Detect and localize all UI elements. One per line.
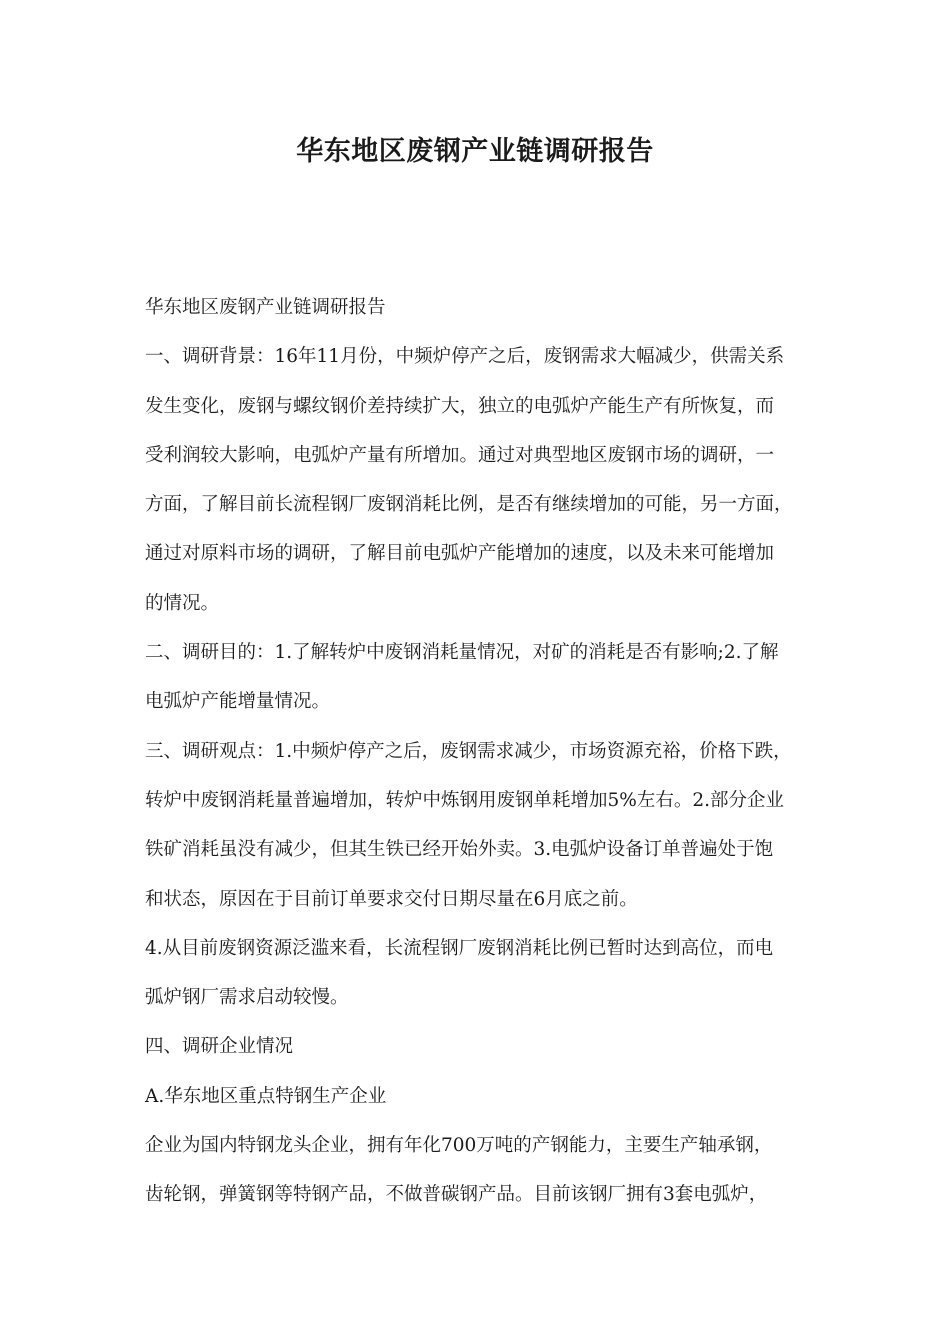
- document-title: 华东地区废钢产业链调研报告: [296, 136, 654, 167]
- body-line-background-5: 通过对原料市场的调研，了解目前电弧炉产能增加的速度，以及未来可能增加: [145, 543, 775, 565]
- body-line-background-3: 受利润较大影响，电弧炉产量有所增加。通过对典型地区废钢市场的调研，一: [145, 444, 775, 466]
- body-line-background-1: 一、调研背景：16年11月份，中频炉停产之后，废钢需求大幅减少，供需关系: [145, 346, 785, 368]
- section-heading-companies: 四、调研企业情况: [145, 1036, 294, 1058]
- body-line-background-4: 方面，了解目前长流程钢厂废钢消耗比例，是否有继续增加的可能，另一方面，: [145, 494, 793, 516]
- body-line-background-2: 发生变化，废钢与螺纹钢价差持续扩大，独立的电弧炉产能生产有所恢复，而: [145, 395, 775, 417]
- body-line-viewpoint-4: 和状态，原因在于目前订单要求交付日期尽量在6月底之前。: [145, 888, 638, 910]
- subsection-heading-a: A.华东地区重点特钢生产企业: [145, 1085, 387, 1107]
- body-line-viewpoint-6: 弧炉钢厂需求启动较慢。: [145, 987, 349, 1009]
- document-body: [145, 283, 810, 1220]
- body-line-viewpoint-3: 铁矿消耗虽没有减少，但其生铁已经开始外卖。3.电弧炉设备订单普遍处于饱: [145, 839, 774, 861]
- body-line-viewpoint-1: 三、调研观点：1.中频炉停产之后，废钢需求减少，市场资源充裕，价格下跌，: [145, 740, 792, 762]
- body-line-company-2: 齿轮钢，弹簧钢等特钢产品，不做普碳钢产品。目前该钢厂拥有3套电弧炉，: [145, 1184, 768, 1206]
- body-line-viewpoint-2: 转炉中废钢消耗量普遍增加，转炉中炼钢用废钢单耗增加5%左右。2.部分企业: [145, 789, 785, 811]
- body-line-company-1: 企业为国内特钢龙头企业，拥有年化700万吨的产钢能力，主要生产轴承钢，: [145, 1135, 773, 1157]
- body-line-purpose-1: 二、调研目的：1.了解转炉中废钢消耗量情况，对矿的消耗是否有影响;2.了解: [145, 642, 779, 664]
- body-line-viewpoint-5: 4.从目前废钢资源泛滥来看，长流程钢厂废钢消耗比例已暂时达到高位，而电: [145, 937, 774, 959]
- body-line-subtitle: 华东地区废钢产业链调研报告: [145, 297, 386, 318]
- body-line-background-6: 的情况。: [145, 592, 220, 614]
- body-line-purpose-2: 电弧炉产能增量情况。: [145, 691, 331, 713]
